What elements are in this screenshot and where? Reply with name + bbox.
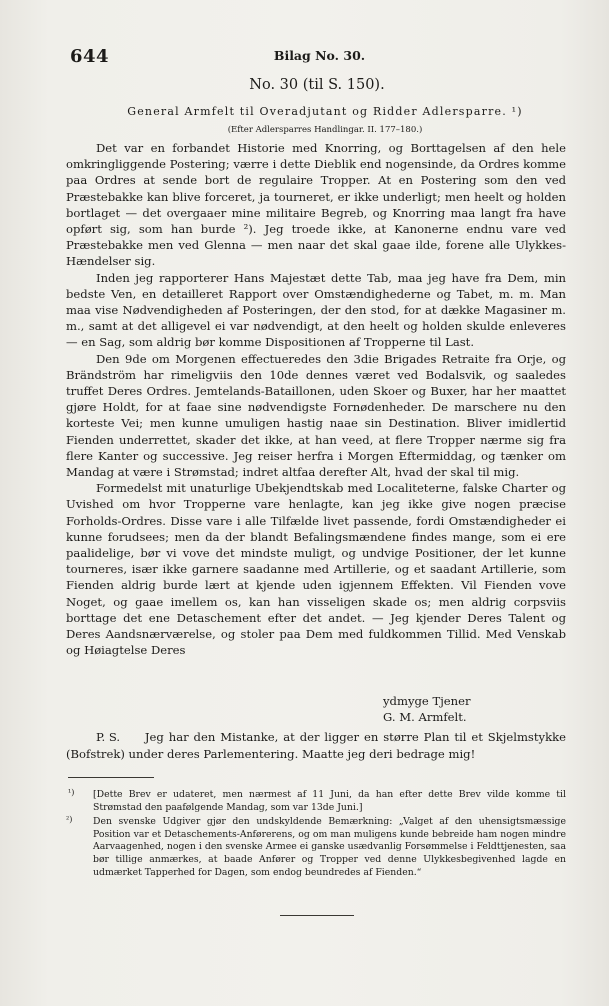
paragraph: Det var en forbandet Historie med Knorring, og Borttagelsen af den hele omkringliggende Postering; værre i dette Dieblik end nogensinde, da Ordres komme paa Ordres at sende bort de regulaire Tropper. At en Postering som den ved Præstebakke kan blive forceret, ja tourneret, er ikke underligt; men heelt og holden bortlaget — det overgaaer mine militaire Begreb, og Knorring maa langt fra have opført sig, som han burde ²). Jeg troede ikke, at Kanonerne endnu vare ved Præstebakke men ved Glenna — men naar det skal gaae ilde, forene alle Ulykkes-Hændelser sig. bbox=[66, 141, 566, 269]
postscript-text: Jeg har den Mistanke, at der ligger en større Plan til et Skjelmstykke (Bofstrek) under deres Parlementering. Maatte jeg deri bedrage mig! bbox=[66, 730, 567, 761]
paragraph: Den 9de om Morgenen effectueredes den 3die Brigades Retraite fra Orje, og Brändström har rimeligviis den 10de dennes været ved Bodalsvik, og saaledes truffet Deres Ordres. Jemtelands-Bataillonen, uden Skoer og Buxer, har her maattet gjøre Holdt, for at faae sine nødvendigste Fornødenheder. De marschere nu den korteste Vei; men kunne umuligen hastig naae sin Destination. Bliver imidlertid Fienden underrettet, skader det ikke, at han veed, at flere Tropper nærme sig fra flere Kanter og successive. Jeg reiser herfra i Morgen Eftermiddag, og tænker om Mandag at være i Strømstad; indret altfaa derefter Alt, hvad der skal til mig. bbox=[66, 351, 566, 480]
paragraph: Formedelst mit unaturlige Ubekjendtskab med Localiteterne, falske Charter og Uvished om hvor Tropperne vare henlagte, kan jeg ikke give nogen præcise Forholds-Ordres. Disse vare i alle Tilfælde livet passende, fordi Omstændigheder ei kunne forudsees; men da der blandt Befalingsmændene findes mange, som ei ere paalidelige, bør vi vove det mindste muligt, og undvige Positioner, der let kunne tourneres, især ikke garnere saadanne med Artillerie, og et saadant Artillerie, som Fienden aldrig burde lært at kjende uden igjennem Effekten. Vil Fienden vove Noget, og gaae imellem os, kan han visseligen skade os; men aldrig corpsviis borttage det ene Detaschement efter det andet. — Jeg kjender Deres Talent og Deres Aandsnærværelse, og stoler paa Dem med fuldkommen Tillid. Med Venskab og Høiagtelse Deres bbox=[66, 481, 566, 658]
footnote bbox=[66, 789, 566, 814]
document-heading: General Armfelt til Overadjutant og Ridder Adlersparre. ¹) bbox=[127, 105, 523, 118]
signature: G. M. Armfelt. bbox=[383, 710, 467, 724]
footnote-text: [Dette Brev er udateret, men nærmest af 11 Juni, da han efter dette Brev vilde komme til Strømstad den paafølgende Mandag, som var 13de Juni.] bbox=[93, 789, 566, 813]
footnotes bbox=[66, 789, 566, 881]
paragraph: Inden jeg rapporterer Hans Majestæt dette Tab, maa jeg have fra Dem, min bedste Ven, en detailleret Rapport over Omstændighederne og Tabet, m. m. Man maa vise Nødvendigheden af Posteringen, der den stod, for at dække Magasiner m. m., samt at det alligevel ei var nødvendigt, at den heelt og holden skulde enleveres — en Sag, som aldrig bør komme Dispositionen af Tropperne til Last. bbox=[66, 270, 566, 350]
closing-line: ydmyge Tjener bbox=[383, 694, 471, 708]
footnote-divider bbox=[68, 777, 154, 778]
postscript-label: P. S. bbox=[96, 730, 121, 744]
page-number: 644 bbox=[70, 46, 110, 67]
footnote-mark: ²) bbox=[66, 815, 73, 825]
letter-body bbox=[66, 140, 566, 659]
footnote bbox=[66, 816, 566, 879]
running-title: Bilag No. 30. bbox=[273, 48, 366, 63]
end-rule bbox=[280, 915, 354, 916]
footnote-text: Den svenske Udgiver gjør den undskyldende Bemærkning: „Valget af den uhensigtsmæssige Position var et Detaschements-Anførerens, og om man muligens kunde bebreide ham nogen mindre Aarvaagenhed, nogen i den svenske Armee ei ganske usædvanlig Forsømmelse i Feldttjenesten, saa bør tillige anmærkes, at baade Anfører og Tropper ved denne Ulykkesbegivenhed lagde en udmærket Tapperhed for Dagen, som endog beundredes af Fienden.“ bbox=[93, 816, 566, 878]
document-number: No. 30 (til S. 150). bbox=[249, 77, 385, 93]
document-source: (Efter Adlersparres Handlingar. II. 177–180.) bbox=[227, 125, 423, 135]
footnote-mark: ¹) bbox=[68, 788, 75, 797]
postscript bbox=[66, 729, 566, 763]
